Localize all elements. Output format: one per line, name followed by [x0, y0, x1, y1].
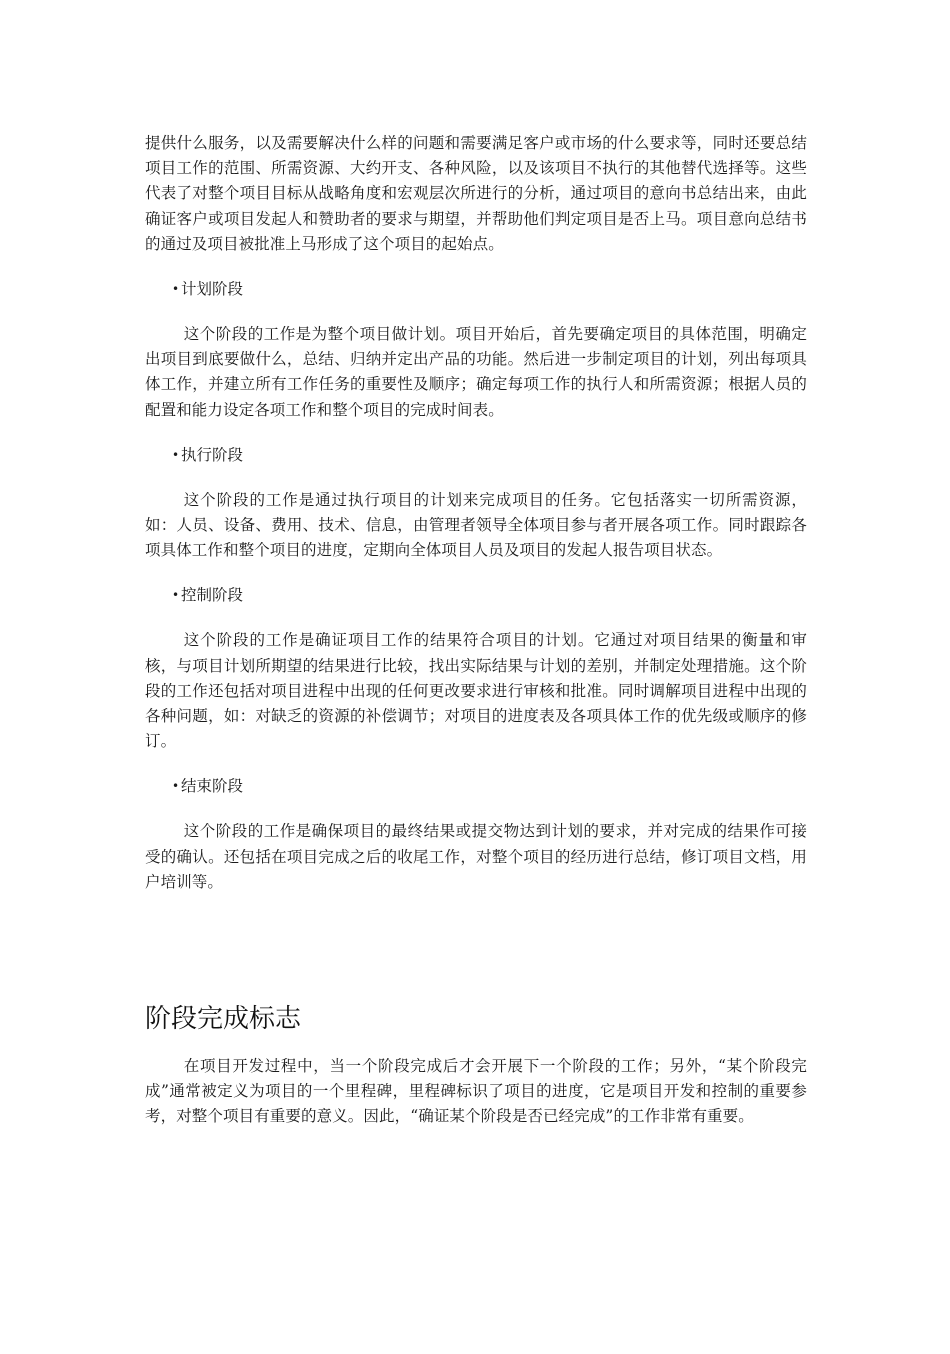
phase-paragraph-close: 这个阶段的工作是确保项目的最终结果或提交物达到计划的要求，并对完成的结果作可接受的确认。还包括在项目完成之后的收尾工作，对整个项目的经历进行总结，修订项目文档，用户培训等。 — [145, 822, 807, 891]
phase-paragraph-execute: 这个阶段的工作是通过执行项目的计划来完成项目的任务。它包括落实一切所需资源，如：人员、设备、费用、技术、信息，由管理者领导全体项目参与者开展各项工作。同时跟踪各项具体工作和整个项目的进度，定期向全体项目人员及项目的发起人报告项目状态。 — [145, 490, 807, 560]
phase-title: 结束阶段 — [181, 777, 244, 796]
phase-heading-close — [172, 774, 807, 799]
phase-title: 控制阶段 — [181, 586, 244, 605]
document-body — [145, 131, 807, 895]
phase-paragraph-plan: 这个阶段的工作是为整个项目做计划。项目开始后，首先要确定项目的具体范围，明确定出项目到底要做什么，总结、归纳并定出产品的功能。然后进一步制定项目的计划，列出每项具体工作，并建立所有工作任务的重要性及顺序；确定每项工作的执行人和所需资源；根据人员的配置和能力设定各项工作和整个项目的完成时间表。 — [145, 325, 807, 419]
intro-paragraph: 提供什么服务，以及需要解决什么样的问题和需要满足客户或市场的什么要求等，同时还要总结项目工作的范围、所需资源、大约开支、各种风险，以及该项目不执行的其他替代选择等。这些代表了对整个项目目标从战略角度和宏观层次所进行的分析，通过项目的意向书总结出来，由此确证客户或项目发起人和赞助者的要求与期望，并帮助他们判定项目是否上马。项目意向总结书的通过及项目被批准上马形成了这个项目的起始点。 — [145, 134, 807, 253]
phase-paragraph-control: 这个阶段的工作是确证项目工作的结果符合项目的计划。它通过对项目结果的衡量和审核，与项目计划所期望的结果进行比较，找出实际结果与计划的差别，并制定处理措施。这个阶段的工作还包括对项目进程中出现的任何更改要求进行审核和批准。同时调解项目进程中出现的各种问题，如：对缺乏的资源的补偿调节；对项目的进度表及各项具体工作的优先级或顺序的修订。 — [145, 631, 807, 751]
bullet-icon: • — [172, 282, 180, 297]
phase-title: 计划阶段 — [181, 280, 244, 299]
section-heading: 阶段完成标志 — [145, 1004, 302, 1034]
bullet-icon: • — [172, 447, 180, 462]
phase-title: 执行阶段 — [181, 445, 244, 464]
phase-heading-control — [172, 583, 807, 608]
section-paragraph: 在项目开发过程中，当一个阶段完成后才会开展下一个阶段的工作；另外，“某个阶段完成”通常被定义为项目的一个里程碑，里程碑标识了项目的进度，它是项目开发和控制的重要参考，对整个项目有重要的意义。因此，“确证某个阶段是否已经完成”的工作非常有重要。 — [145, 1057, 807, 1126]
bullet-icon: • — [172, 588, 180, 603]
phase-heading-execute — [172, 443, 807, 468]
section-body-container — [145, 1054, 807, 1130]
bullet-icon: • — [172, 779, 180, 794]
phase-heading-plan — [172, 277, 807, 302]
